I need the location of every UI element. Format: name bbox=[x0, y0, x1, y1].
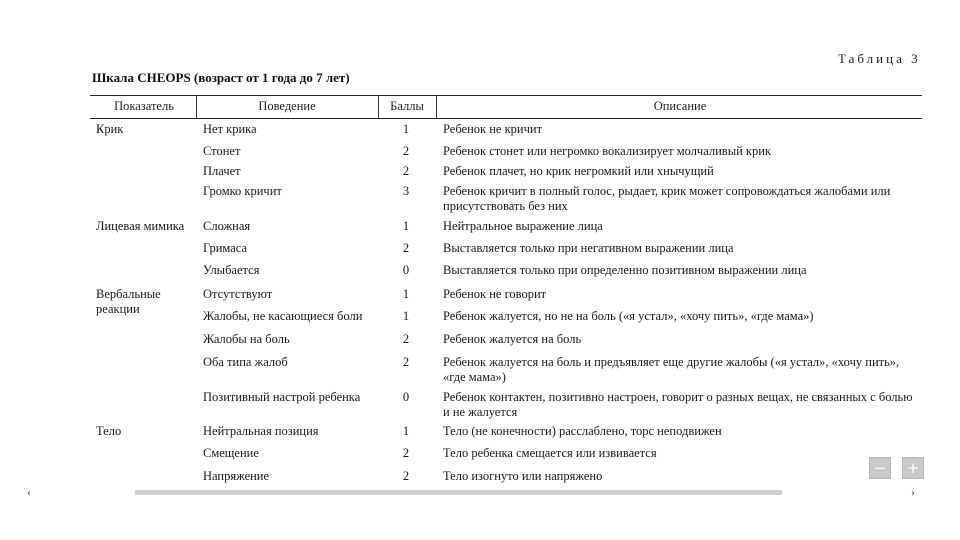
header-separator bbox=[196, 96, 197, 118]
header-separator bbox=[378, 96, 379, 118]
score-cell: 1 bbox=[402, 287, 410, 301]
description-cell: Ребенок плачет, но крик негромкий или хнычущий bbox=[443, 164, 714, 178]
behavior-cell: Смещение bbox=[203, 446, 259, 460]
score-cell: 2 bbox=[402, 332, 410, 346]
behavior-cell: Плачет bbox=[203, 164, 241, 178]
indicator-cell: Лицевая мимика bbox=[96, 219, 185, 233]
behavior-cell: Жалобы, не касающиеся боли bbox=[203, 309, 363, 323]
behavior-cell: Нейтральная позиция bbox=[203, 424, 319, 438]
score-cell: 2 bbox=[402, 144, 410, 158]
indicator-cell: Тело bbox=[96, 424, 122, 438]
score-cell: 2 bbox=[402, 241, 410, 255]
header-top-rule bbox=[90, 95, 922, 96]
table-caption: Шкала CHEOPS (возраст от 1 года до 7 лет) bbox=[92, 70, 350, 85]
score-cell: 1 bbox=[402, 424, 410, 438]
behavior-cell: Жалобы на боль bbox=[203, 332, 290, 346]
score-cell: 2 bbox=[402, 469, 410, 483]
table-number-label: Таблица 3 bbox=[838, 51, 921, 66]
header-bottom-rule bbox=[90, 118, 922, 119]
behavior-cell: Сложная bbox=[203, 219, 251, 233]
score-cell: 2 bbox=[402, 164, 410, 178]
header-behavior: Поведение bbox=[258, 99, 316, 113]
score-cell: 1 bbox=[402, 309, 410, 323]
score-cell: 3 bbox=[402, 184, 410, 198]
score-cell: 1 bbox=[402, 122, 410, 136]
behavior-cell: Напряжение bbox=[203, 469, 270, 483]
description-cell: Ребенок жалуется на боль bbox=[443, 332, 582, 346]
score-cell: 2 bbox=[402, 446, 410, 460]
description-cell: Ребенок жалуется на боль и предъявляет еще другие жалобы («я устал», «хочу пить», «где мама») bbox=[443, 355, 900, 384]
indicator-cell: Вербальные реакции bbox=[96, 287, 161, 316]
indicator-cell: Крик bbox=[96, 122, 124, 136]
behavior-cell: Отсутствуют bbox=[203, 287, 273, 301]
scroll-left-arrow-icon[interactable]: ‹ bbox=[27, 485, 31, 499]
header-description: Описание bbox=[653, 99, 707, 113]
behavior-cell: Громко кричит bbox=[203, 184, 282, 198]
description-cell: Ребенок не говорит bbox=[443, 287, 547, 301]
scroll-right-arrow-icon[interactable]: › bbox=[911, 485, 915, 499]
score-cell: 0 bbox=[402, 390, 410, 404]
behavior-cell: Позитивный настрой ребенка bbox=[203, 390, 361, 404]
behavior-cell: Гримаса bbox=[203, 241, 248, 255]
description-cell: Ребенок контактен, позитивно настроен, говорит о разных вещах, не связанных с болью и не жалуется bbox=[443, 390, 913, 419]
description-cell: Нейтральное выражение лица bbox=[443, 219, 603, 233]
behavior-cell: Стонет bbox=[203, 144, 241, 158]
zoom-out-button[interactable]: − bbox=[869, 457, 891, 479]
header-indicator: Показатель bbox=[114, 99, 174, 113]
score-cell: 0 bbox=[402, 263, 410, 277]
description-cell: Тело ребенка смещается или извивается bbox=[443, 446, 657, 460]
description-cell: Ребенок не кричит bbox=[443, 122, 543, 136]
score-cell: 1 bbox=[402, 219, 410, 233]
description-cell: Ребенок стонет или негромко вокализирует молчаливый крик bbox=[443, 144, 772, 158]
description-cell: Тело (не конечности) расслаблено, торс неподвижен bbox=[443, 424, 722, 438]
description-cell: Тело изогнуто или напряжено bbox=[443, 469, 603, 483]
header-score: Баллы bbox=[390, 99, 424, 113]
description-cell: Выставляется только при негативном выражении лица bbox=[443, 241, 734, 255]
behavior-cell: Нет крика bbox=[203, 122, 257, 136]
score-cell: 2 bbox=[402, 355, 410, 369]
description-cell: Ребенок кричит в полный голос, рыдает, крик может сопровождаться жалобами или присутствовать без них bbox=[443, 184, 891, 213]
description-cell: Ребенок жалуется, но не на боль («я устал», «хочу пить», «где мама») bbox=[443, 309, 814, 323]
behavior-cell: Улыбается bbox=[203, 263, 260, 277]
description-cell: Выставляется только при определенно позитивном выражении лица bbox=[443, 263, 807, 277]
behavior-cell: Оба типа жалоб bbox=[203, 355, 288, 369]
horizontal-scrollbar[interactable] bbox=[135, 490, 782, 495]
zoom-in-button[interactable]: + bbox=[902, 457, 924, 479]
header-separator bbox=[436, 96, 437, 118]
